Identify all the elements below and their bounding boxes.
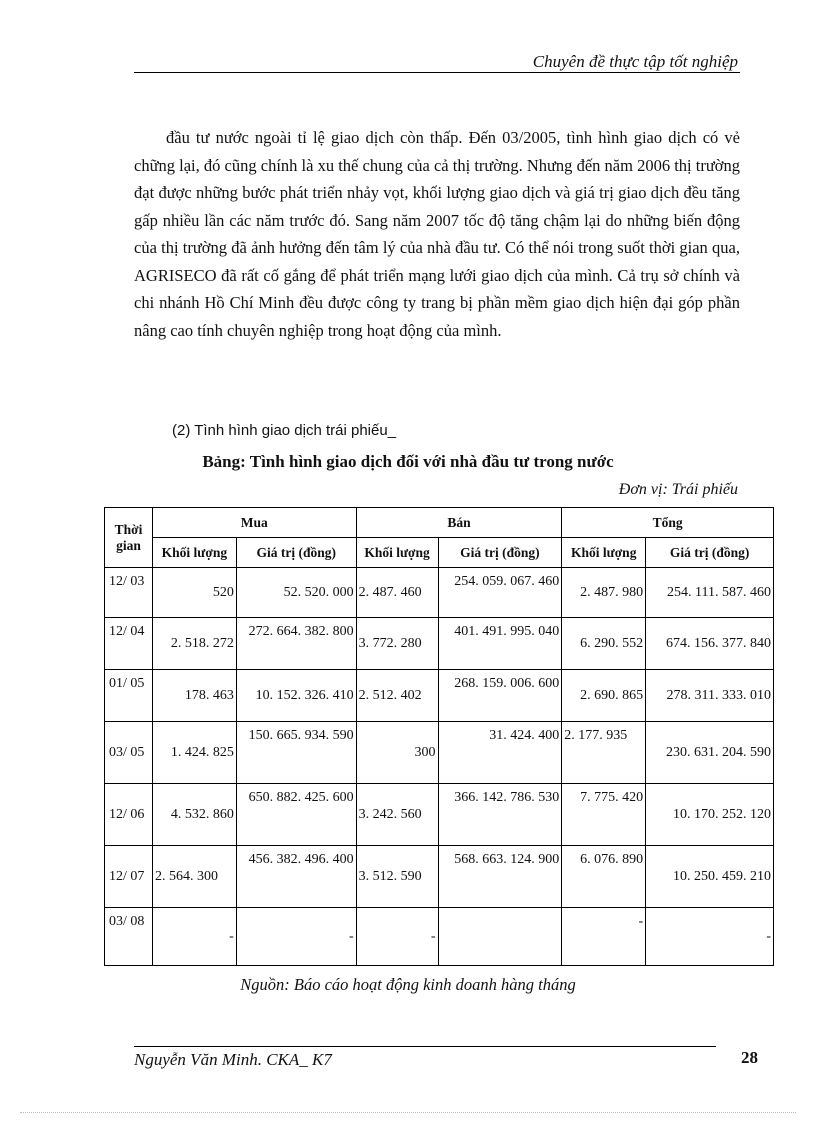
header-rule bbox=[134, 72, 740, 73]
cell-sell-volume: 3. 242. 560 bbox=[356, 784, 438, 846]
table-source: Nguồn: Báo cáo hoạt động kinh doanh hàng tháng bbox=[240, 975, 576, 994]
bond-trading-table bbox=[104, 507, 774, 966]
cell-total-volume: 2. 487. 980 bbox=[562, 568, 646, 618]
cell-total-value: 278. 311. 333. 010 bbox=[646, 670, 774, 722]
table-row bbox=[105, 568, 774, 618]
cell-buy-volume: 2. 518. 272 bbox=[152, 618, 236, 670]
footer-author: Nguyễn Văn Minh. CKA_ K7 bbox=[134, 1050, 332, 1069]
cell-total-value: 10. 250. 459. 210 bbox=[646, 846, 774, 908]
section-subheading: (2) Tình hình giao dịch trái phiếu_ bbox=[172, 422, 397, 439]
cell-sell-volume: 2. 512. 402 bbox=[356, 670, 438, 722]
header-buy-value: Giá trị (đồng) bbox=[236, 538, 356, 568]
cell-total-value: - bbox=[646, 908, 774, 966]
cell-sell-volume: 2. 487. 460 bbox=[356, 568, 438, 618]
cell-buy-value: 150. 665. 934. 590 bbox=[236, 722, 356, 784]
header-total: Tổng bbox=[562, 508, 774, 538]
header-sell-value: Giá trị (đồng) bbox=[438, 538, 562, 568]
cell-total-value: 230. 631. 204. 590 bbox=[646, 722, 774, 784]
cell-time: 12/ 06 bbox=[105, 784, 153, 846]
table-row bbox=[105, 618, 774, 670]
cell-total-volume: 6. 290. 552 bbox=[562, 618, 646, 670]
cell-buy-volume: 1. 424. 825 bbox=[152, 722, 236, 784]
cell-sell-volume: 300 bbox=[356, 722, 438, 784]
page-edge-divider bbox=[20, 1112, 796, 1113]
table-row bbox=[105, 846, 774, 908]
page-number: 28 bbox=[741, 1048, 758, 1067]
cell-buy-value: 456. 382. 496. 400 bbox=[236, 846, 356, 908]
table-row bbox=[105, 908, 774, 966]
table-row bbox=[105, 784, 774, 846]
cell-buy-volume: - bbox=[152, 908, 236, 966]
cell-sell-volume: 3. 512. 590 bbox=[356, 846, 438, 908]
header-total-value: Giá trị (đồng) bbox=[646, 538, 774, 568]
cell-buy-value: 650. 882. 425. 600 bbox=[236, 784, 356, 846]
cell-total-value: 10. 170. 252. 120 bbox=[646, 784, 774, 846]
cell-sell-value: 31. 424. 400 bbox=[438, 722, 562, 784]
cell-buy-volume: 4. 532. 860 bbox=[152, 784, 236, 846]
cell-buy-volume: 520 bbox=[152, 568, 236, 618]
table-unit: Đơn vị: Trái phiếu bbox=[618, 481, 738, 498]
cell-buy-value: 52. 520. 000 bbox=[236, 568, 356, 618]
cell-buy-value: - bbox=[236, 908, 356, 966]
cell-sell-value bbox=[438, 908, 562, 966]
table-title-prefix: Bảng: bbox=[202, 452, 250, 471]
cell-sell-value: 254. 059. 067. 460 bbox=[438, 568, 562, 618]
cell-sell-value: 366. 142. 786. 530 bbox=[438, 784, 562, 846]
cell-buy-volume: 2. 564. 300 bbox=[152, 846, 236, 908]
header-sell: Bán bbox=[356, 508, 562, 538]
footer-rule bbox=[134, 1046, 716, 1047]
table-row bbox=[105, 670, 774, 722]
cell-total-value: 674. 156. 377. 840 bbox=[646, 618, 774, 670]
cell-total-volume: 2. 690. 865 bbox=[562, 670, 646, 722]
cell-total-volume: 2. 177. 935 bbox=[562, 722, 646, 784]
cell-total-volume: - bbox=[562, 908, 646, 966]
header-sell-volume: Khối lượng bbox=[356, 538, 438, 568]
table-title bbox=[0, 452, 816, 472]
table-title-text: Tình hình giao dịch đối với nhà đầu tư trong nước bbox=[249, 452, 614, 471]
cell-time: 12/ 03 bbox=[105, 568, 153, 618]
table-row bbox=[105, 722, 774, 784]
header-total-volume: Khối lượng bbox=[562, 538, 646, 568]
header-buy: Mua bbox=[152, 508, 356, 538]
header-time: Thời gian bbox=[105, 508, 153, 568]
cell-buy-value: 10. 152. 326. 410 bbox=[236, 670, 356, 722]
cell-sell-value: 268. 159. 006. 600 bbox=[438, 670, 562, 722]
cell-total-volume: 7. 775. 420 bbox=[562, 784, 646, 846]
cell-buy-value: 272. 664. 382. 800 bbox=[236, 618, 356, 670]
cell-sell-value: 401. 491. 995. 040 bbox=[438, 618, 562, 670]
cell-sell-value: 568. 663. 124. 900 bbox=[438, 846, 562, 908]
cell-sell-volume: 3. 772. 280 bbox=[356, 618, 438, 670]
cell-time: 03/ 05 bbox=[105, 722, 153, 784]
cell-time: 12/ 07 bbox=[105, 846, 153, 908]
cell-buy-volume: 178. 463 bbox=[152, 670, 236, 722]
cell-time: 03/ 08 bbox=[105, 908, 153, 966]
cell-total-value: 254. 111. 587. 460 bbox=[646, 568, 774, 618]
header-title: Chuyên đề thực tập tốt nghiệp bbox=[532, 52, 738, 71]
body-paragraph: đầu tư nước ngoài tỉ lệ giao dịch còn thấp. Đến 03/2005, tình hình giao dịch có vẻ chững lại, đó cũng chính là xu thế chung của cả thị trường. Nhưng đến năm 2006 thị trường đạt được những bước phát triển nhảy vọt, khối lượng giao dịch và giá trị giao dịch đều tăng gấp nhiều lần các năm trước đó. Sang năm 2007 tốc độ tăng chậm lại do những biến động của thị trường đã ảnh hưởng đến tâm lý của nhà đầu tư. Có thể nói trong suốt thời gian qua, AGRISECO đã rất cố gắng để phát triển mạng lưới giao dịch của mình. Cả trụ sở chính và chi nhánh Hồ Chí Minh đều được công ty trang bị phần mềm giao dịch hiện đại góp phần nâng cao tính chuyên nghiệp trong hoạt động của mình. bbox=[134, 128, 740, 340]
cell-time: 01/ 05 bbox=[105, 670, 153, 722]
cell-total-volume: 6. 076. 890 bbox=[562, 846, 646, 908]
header-buy-volume: Khối lượng bbox=[152, 538, 236, 568]
cell-time: 12/ 04 bbox=[105, 618, 153, 670]
cell-sell-volume: - bbox=[356, 908, 438, 966]
